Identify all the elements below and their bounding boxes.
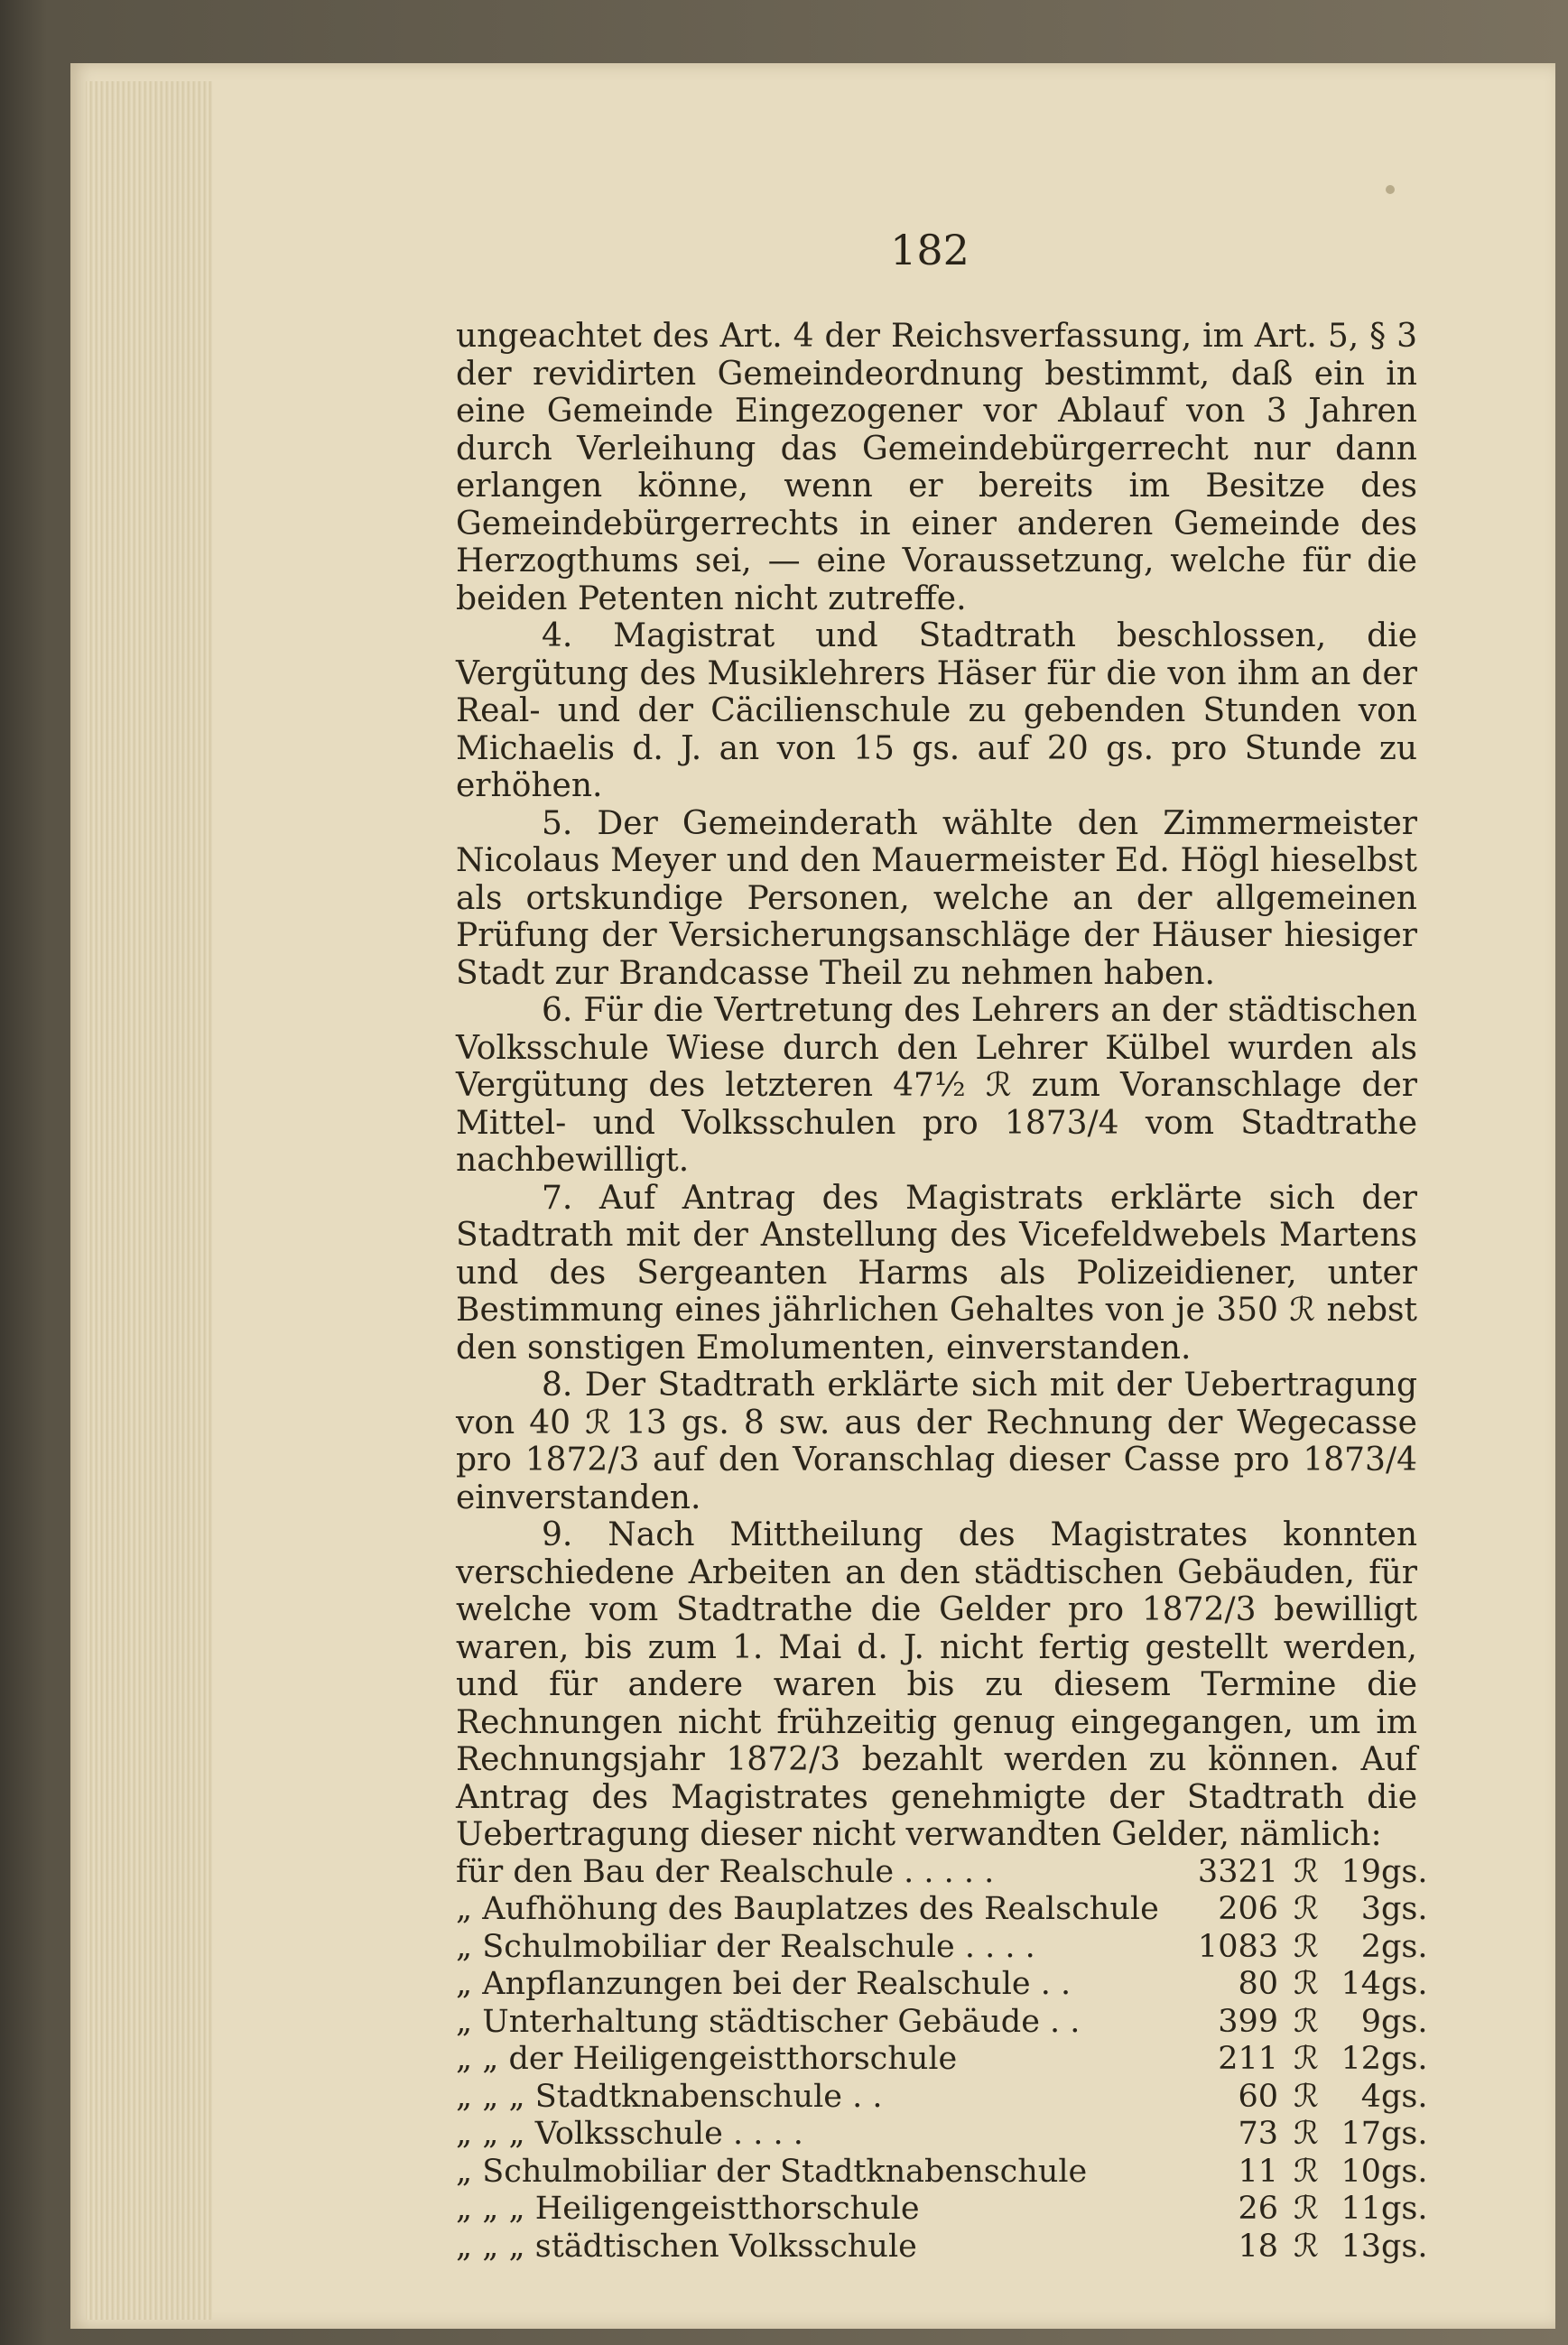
item-groschen: 13 xyxy=(1341,2228,1381,2265)
paragraph: 9. Nach Mittheilung des Magistrates konnten verschiedene Arbeiten an den städtischen Gebäuden, für welche vom Stadtrathe die Gelder pro 1872/3 bewilligt waren, bis zum 1. Mai d. J. nicht fertig gestellt werden, und für andere waren bis zu diesem Termine die Rechnungen nicht frühzeitig genug eingegangen, um im Rechnungsjahr 1872/3 bezahlt werden zu können. Auf Antrag des Magistrates genehmigte der Stadtrath die Uebertragung dieser nicht verwandten Gelder, nämlich: xyxy=(456,1516,1417,1853)
allocation-row xyxy=(456,1966,1428,2004)
groschen-unit: gs. xyxy=(1381,2191,1428,2227)
item-amount: 73 xyxy=(1238,2116,1278,2152)
item-amount: 60 xyxy=(1238,2078,1278,2115)
item-label: „ Aufhöhung des Bauplatzes des Realschule xyxy=(456,1891,1159,1927)
currency-symbol: ℛ xyxy=(1294,2153,1319,2190)
paragraph: 7. Auf Antrag des Magistrats erklärte sich der Stadtrath mit der Anstellung des Vicefeldwebels Martens und des Sergeanten Harms als Polizeidiener, unter Bestimmung eines jährlichen Gehaltes von je 350 ℛ nebst den sonstigen Emolumenten, einverstanden. xyxy=(456,1179,1417,1367)
item-amount: 1083 xyxy=(1197,1928,1278,1965)
groschen-unit: gs. xyxy=(1381,1891,1428,1927)
item-label: „ „ „ städtischen Volksschule xyxy=(456,2228,917,2265)
item-amount: 206 xyxy=(1218,1891,1278,1927)
item-groschen: 9 xyxy=(1360,2003,1381,2040)
item-label: „ „ der Heiligengeistthorschule xyxy=(456,2041,958,2077)
item-groschen: 19 xyxy=(1341,1853,1381,1890)
item-label: „ „ „ Stadtknabenschule . . xyxy=(456,2078,883,2115)
allocation-row xyxy=(456,2078,1428,2117)
currency-symbol: ℛ xyxy=(1294,2003,1319,2040)
currency-symbol: ℛ xyxy=(1294,2041,1319,2077)
allocation-row xyxy=(456,1928,1428,1967)
allocation-row xyxy=(456,1853,1428,1892)
item-label: „ Schulmobiliar der Stadtknabenschule xyxy=(456,2153,1088,2190)
item-amount: 80 xyxy=(1238,1966,1278,2002)
item-groschen: 11 xyxy=(1341,2191,1381,2227)
currency-symbol: ℛ xyxy=(1294,2228,1319,2265)
item-label: „ Unterhaltung städtischer Gebäude . . xyxy=(456,2003,1081,2040)
groschen-unit: gs. xyxy=(1381,1966,1428,2002)
item-groschen: 14 xyxy=(1341,1966,1381,2002)
item-label: „ Anpflanzungen bei der Realschule . . xyxy=(456,1966,1072,2002)
body-text xyxy=(456,318,1428,2266)
item-label: „ „ „ Volksschule . . . . xyxy=(456,2116,803,2152)
allocation-row xyxy=(456,2191,1428,2229)
currency-symbol: ℛ xyxy=(1294,2116,1319,2152)
allocation-row xyxy=(456,2116,1428,2154)
paragraph: 6. Für die Vertretung des Lehrers an der städtischen Volksschule Wiese durch den Lehrer Külbel wurden als Vergütung des letzteren 47½ ℛ zum Voranschlage der Mittel- und Volksschulen pro 1873/4 vom Stadtrathe nachbewilligt. xyxy=(456,992,1417,1179)
item-label: „ Schulmobiliar der Realschule . . . . xyxy=(456,1928,1035,1965)
groschen-unit: gs. xyxy=(1381,2041,1428,2077)
allocation-list xyxy=(456,1853,1428,2266)
currency-symbol: ℛ xyxy=(1294,2078,1319,2115)
allocation-row xyxy=(456,2153,1428,2192)
currency-symbol: ℛ xyxy=(1294,1928,1319,1965)
item-groschen: 10 xyxy=(1341,2153,1381,2190)
item-amount: 26 xyxy=(1238,2191,1278,2227)
item-amount: 18 xyxy=(1238,2228,1278,2265)
groschen-unit: gs. xyxy=(1381,1853,1428,1890)
allocation-row xyxy=(456,2041,1428,2079)
item-amount: 3321 xyxy=(1197,1853,1278,1890)
paragraph: 5. Der Gemeinderath wählte den Zimmermeister Nicolaus Meyer und den Mauermeister Ed. Högl hieselbst als ortskundige Personen, welche an der allgemeinen Prüfung der Versicherungsanschläge der Häuser hiesiger Stadt zur Brandcasse Theil zu nehmen haben. xyxy=(456,804,1417,992)
page-number: 182 xyxy=(890,226,970,274)
paragraph: ungeachtet des Art. 4 der Reichsverfassung, im Art. 5, § 3 der revidirten Gemeindeordnung bestimmt, daß ein in eine Gemeinde Eingezogener vor Ablauf von 3 Jahren durch Verleihung das Gemeindebürgerrecht nur dann erlangen könne, wenn er bereits im Besitze des Gemeindebürgerrechts in einer anderen Gemeinde des Herzogthums sei, — eine Voraussetzung, welche für die beiden Petenten nicht zutreffe. xyxy=(456,318,1417,617)
groschen-unit: gs. xyxy=(1381,2078,1428,2115)
groschen-unit: gs. xyxy=(1381,2116,1428,2152)
groschen-unit: gs. xyxy=(1381,2228,1428,2265)
item-amount: 11 xyxy=(1238,2153,1278,2190)
paragraph: 8. Der Stadtrath erklärte sich mit der Uebertragung von 40 ℛ 13 gs. 8 sw. aus der Rechnung der Wegecasse pro 1872/3 auf den Voranschlag dieser Casse pro 1873/4 einverstanden. xyxy=(456,1367,1417,1516)
currency-symbol: ℛ xyxy=(1294,1966,1319,2002)
allocation-row xyxy=(456,1891,1428,1929)
item-groschen: 2 xyxy=(1360,1928,1381,1965)
page-corner-mark xyxy=(1386,185,1395,194)
page-edges xyxy=(86,81,212,2320)
allocation-row xyxy=(456,2228,1428,2266)
allocation-row xyxy=(456,2003,1428,2042)
item-amount: 399 xyxy=(1218,2003,1278,2040)
groschen-unit: gs. xyxy=(1381,2003,1428,2040)
currency-symbol: ℛ xyxy=(1294,2191,1319,2227)
currency-symbol: ℛ xyxy=(1294,1853,1319,1890)
paragraphs xyxy=(456,318,1417,1854)
paragraph: 4. Magistrat und Stadtrath beschlossen, die Vergütung des Musiklehrers Häser für die von ihm an der Real- und der Cäcilienschule zu gebenden Stunden von Michaelis d. J. an von 15 gs. auf 20 gs. pro Stunde zu erhöhen. xyxy=(456,617,1417,804)
item-groschen: 4 xyxy=(1360,2078,1381,2115)
groschen-unit: gs. xyxy=(1381,1928,1428,1965)
item-groschen: 12 xyxy=(1341,2041,1381,2077)
item-label: für den Bau der Realschule . . . . . xyxy=(456,1853,995,1890)
item-amount: 211 xyxy=(1218,2041,1278,2077)
item-groschen: 3 xyxy=(1360,1891,1381,1927)
item-label: „ „ „ Heiligengeistthorschule xyxy=(456,2191,920,2227)
item-groschen: 17 xyxy=(1341,2116,1381,2152)
currency-symbol: ℛ xyxy=(1294,1891,1319,1927)
groschen-unit: gs. xyxy=(1381,2153,1428,2190)
